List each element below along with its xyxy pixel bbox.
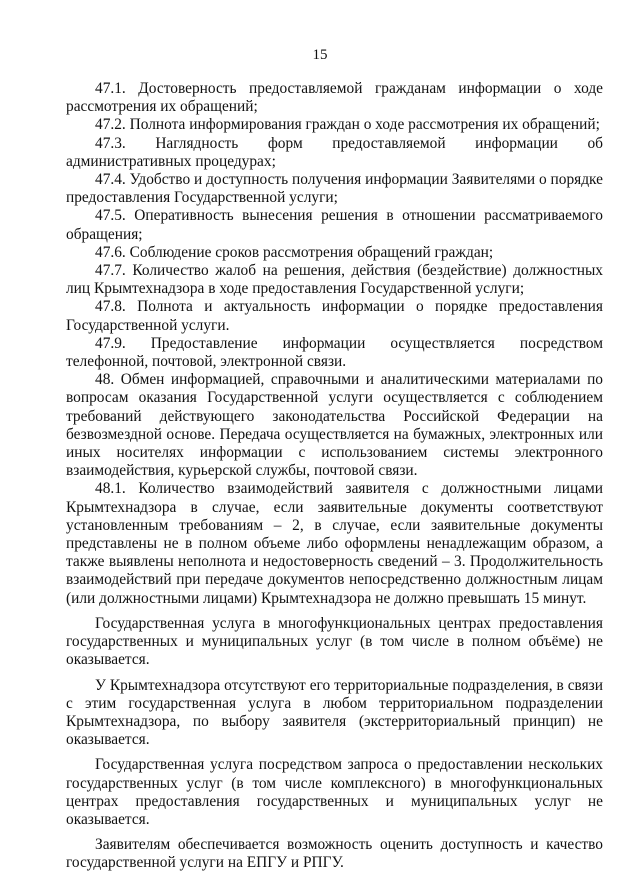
document-body (66, 80, 603, 873)
paragraph: 47.8. Полнота и актуальность информации о порядке предоставления Государственной услуги. (66, 298, 603, 334)
page-number: 15 (312, 47, 328, 63)
paragraph: 48. Обмен информацией, справочными и аналитическими материалами по вопросам оказания Государственной услуги осуществляется с соблюдением требований действующего законодательства Российской Федерации на безвозмездной основе. Передача осуществляется на бумажных, электронных или иных носителях информации с использованием системы электронного взаимодействия, курьерской службы, почтовой связи. (66, 371, 603, 480)
paragraph: 47.3. Наглядность форм предоставляемой информации об административных процедурах; (66, 134, 603, 170)
paragraph: Государственная услуга в многофункциональных центрах предоставления государственных и муниципальных услуг (в том числе в полном объёме) не оказывается. (66, 614, 603, 669)
paragraph: Заявителям обеспечивается возможность оценить доступность и качество государственной услуги на ЕПГУ и РПГУ. (66, 836, 603, 872)
paragraph: У Крымтехнадзора отсутствуют его территориальные подразделения, в связи с этим государственная услуга в любом территориальном подразделении Крымтехнадзора, по выбору заявителя (экстерриториальный принцип) не оказывается. (66, 676, 603, 749)
paragraph: 47.1. Достоверность предоставляемой гражданам информации о ходе рассмотрения их обращений; (66, 80, 603, 116)
paragraph: Государственная услуга посредством запроса о предоставлении нескольких государственных услуг (в том числе комплексного) в многофункциональных центрах предоставления государственных и муниципальных услуг не оказывается. (66, 756, 603, 828)
paragraph: 47.9. Предоставление информации осуществляется посредством телефонной, почтовой, электронной связи. (66, 334, 603, 371)
paragraph: 47.2. Полнота информирования граждан о ходе рассмотрения их обращений; (95, 116, 600, 134)
paragraph: 47.6. Соблюдение сроков рассмотрения обращений граждан; (95, 243, 494, 261)
paragraph: 48.1. Количество взаимодействий заявителя с должностными лицами Крымтехнадзора в случае, если заявительные документы соответствуют установленным требованиям – 2, в случае, если заявительные документы представлены не в полном объеме либо оформлены ненадлежащим образом, а также выявлены неполнота и недостоверность сведений – 3. Продолжительность взаимодействий при передаче документов непосредственно должностным лицам (или должностными лицами) Крымтехнадзора не должно превышать 15 минут. (66, 480, 603, 607)
paragraph: 47.7. Количество жалоб на решения, действия (бездействие) должностных лиц Крымтехнадзора в ходе предоставления Государственной услуги; (66, 262, 603, 298)
paragraph: 47.5. Оперативность вынесения решения в отношении рассматриваемого обращения; (66, 207, 603, 243)
paragraph: 47.4. Удобство и доступность получения информации Заявителями о порядке предоставления Государственной услуги; (66, 171, 603, 207)
